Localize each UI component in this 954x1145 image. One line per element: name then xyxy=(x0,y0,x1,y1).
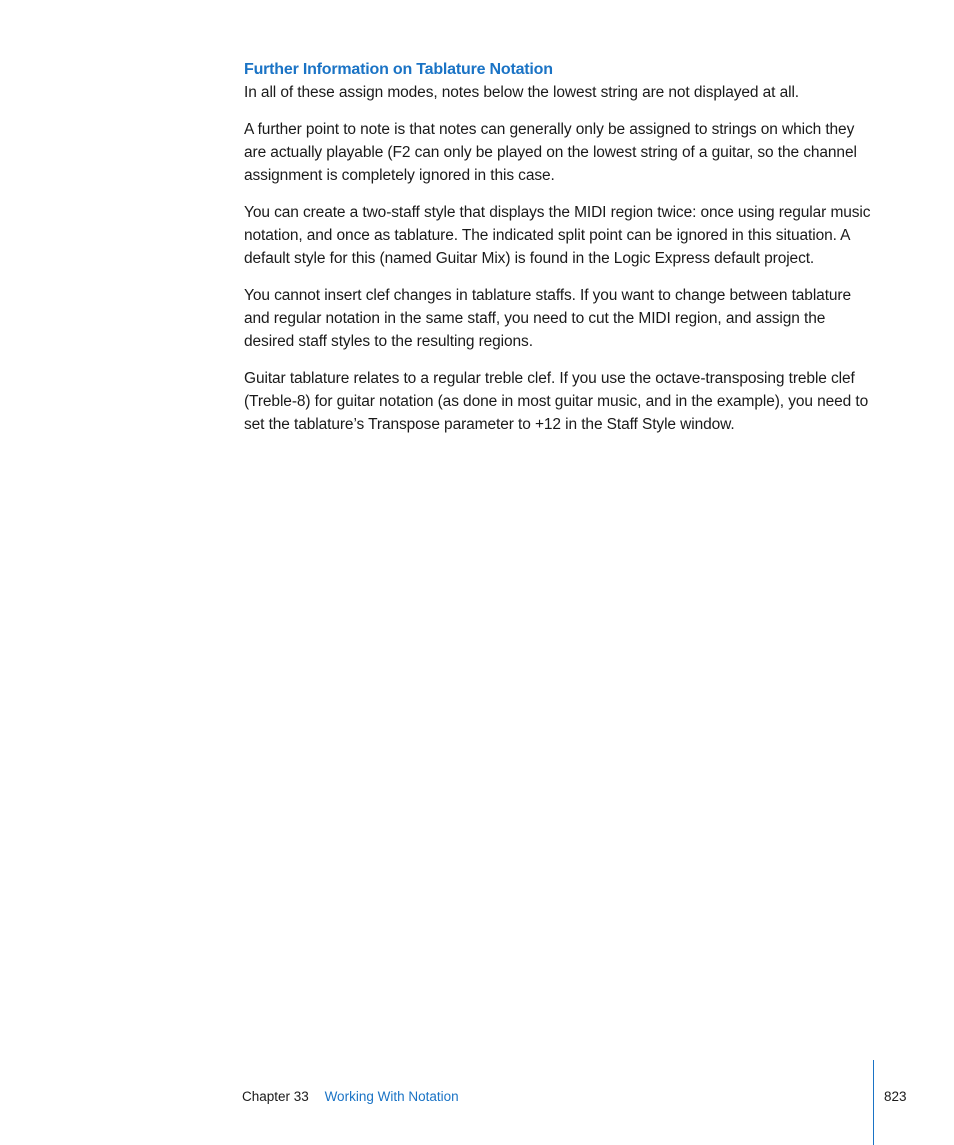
section-heading: Further Information on Tablature Notation xyxy=(244,61,553,78)
chapter-label: Chapter 33 xyxy=(242,1089,309,1104)
page-content xyxy=(244,58,874,450)
footer-chapter xyxy=(242,1088,459,1106)
paragraph: A further point to note is that notes can generally only be assigned to strings on which they are actually playable (F2 can only be played on the lowest string of a guitar, so the channel assignment is completely ignored in this case. xyxy=(244,121,857,184)
paragraph: In all of these assign modes, notes below the lowest string are not displayed at all. xyxy=(244,84,799,101)
paragraph: Guitar tablature relates to a regular treble clef. If you use the octave-transposing treble clef (Treble-8) for guitar notation (as done in most guitar music, and in the example), you need to set the tablature’s Transpose parameter to +12 in the Staff Style window. xyxy=(244,370,869,433)
chapter-title-link[interactable]: Working With Notation xyxy=(324,1089,459,1104)
footer-divider xyxy=(873,1060,874,1145)
paragraph: You cannot insert clef changes in tablature staffs. If you want to change between tablature and regular notation in the same staff, you need to cut the MIDI region, and assign the desired staff styles to the resulting regions. xyxy=(244,287,852,350)
paragraph: You can create a two-staff style that displays the MIDI region twice: once using regular music notation, and once as tablature. The indicated split point can be ignored in this situation. A default style for this (named Guitar Mix) is found in the Logic Express default project. xyxy=(244,204,871,267)
page-number: 823 xyxy=(884,1089,907,1104)
